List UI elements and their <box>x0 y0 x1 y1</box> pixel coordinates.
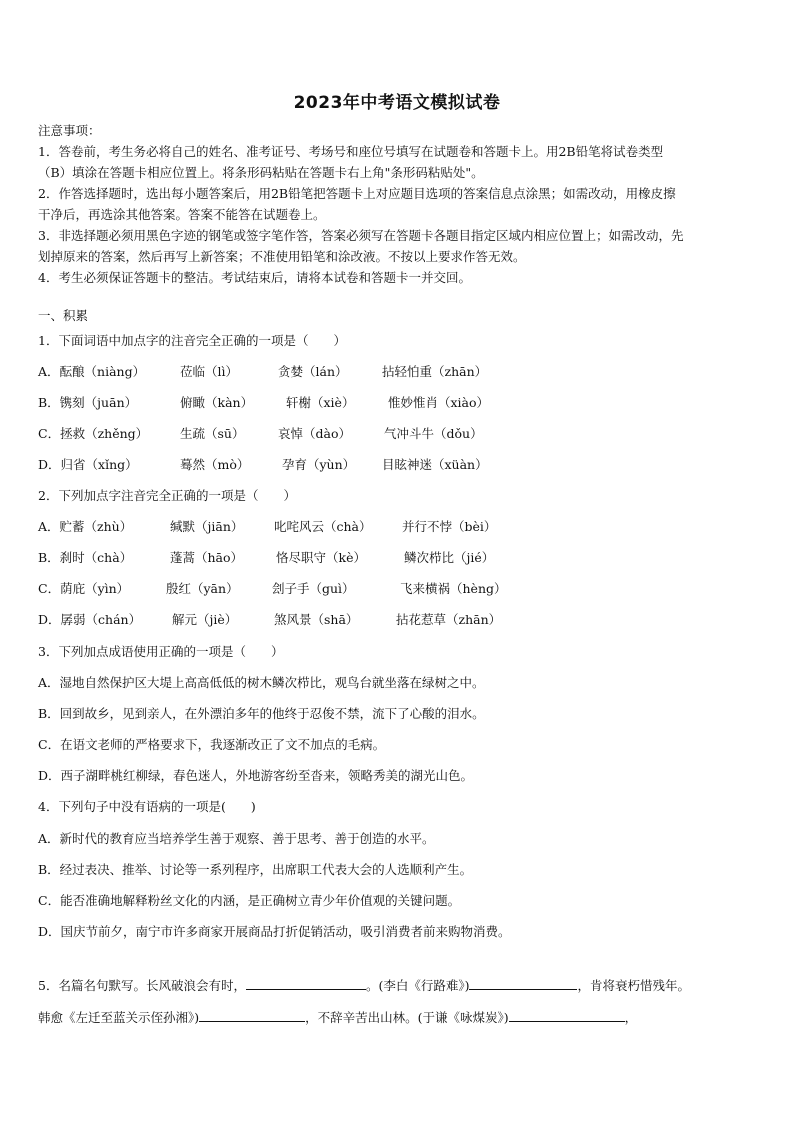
option-word: 恪尽职守（kè） <box>276 550 366 565</box>
option-a: A．贮蓄（zhù） <box>38 519 133 534</box>
option-word: 目眩神迷（xüàn） <box>382 457 488 472</box>
option-word: 殷红（yān） <box>166 581 239 596</box>
option-word: 莅临（lì） <box>180 364 238 379</box>
option-b: B．镌刻（juān） <box>38 395 138 410</box>
option-word: 蓬蒿（hāo） <box>170 550 244 565</box>
option-a: A．湿地自然保护区大堤上高高低低的树木鳞次栉比，观鸟台就坐落在绿树之中。 <box>38 675 485 690</box>
option-word: 贪婪（lán） <box>278 364 348 379</box>
q5-text: 5．名篇名句默写。长风破浪会有时， <box>38 978 246 993</box>
notice-heading: 注意事项： <box>38 123 101 138</box>
question-5-line-1 <box>38 975 690 996</box>
option-word: 气冲斗牛（dǒu） <box>384 426 483 441</box>
option-word: 叱咤风云（chà） <box>274 519 372 534</box>
q5-text: 。(李白《行路难》) <box>365 978 470 993</box>
option-word: 拈花惹草（zhān） <box>396 612 502 627</box>
question-stem: 4．下列句子中没有语病的一项是( ) <box>38 799 256 814</box>
question-stem: 3．下列加点成语使用正确的一项是（ ） <box>38 644 284 659</box>
option-b: B．经过表决、推举、讨论等一系列程序，出席职工代表大会的人选顺利产生。 <box>38 862 473 877</box>
option-c: C．拯救（zhěng） <box>38 426 149 441</box>
option-c: C．荫庇（yìn） <box>38 581 130 596</box>
answer-blank[interactable] <box>469 975 577 990</box>
q5-text: ，不辞辛苦出山林。(于谦《咏煤炭》) <box>305 1010 509 1025</box>
option-b: B．刹时（chà） <box>38 550 133 565</box>
notice-line: （B）填涂在答题卡相应位置上。将条形码粘贴在答题卡右上角"条形码粘贴处"。 <box>38 165 484 180</box>
option-word: 解元（jiè） <box>172 612 238 627</box>
q5-text: ， <box>624 1010 638 1025</box>
option-d: D．国庆节前夕，南宁市许多商家开展商品打折促销活动，吸引消费者前来购物消费。 <box>38 924 511 939</box>
option-c: C．在语文老师的严格要求下，我逐渐改正了文不加点的毛病。 <box>38 737 386 752</box>
option-word: 生疏（sū） <box>180 426 245 441</box>
option-word: 惟妙惟肖（xiào） <box>388 395 490 410</box>
option-word: 并行不悖（bèi） <box>402 519 497 534</box>
option-a: A．酝酿（niàng） <box>38 364 146 379</box>
answer-blank[interactable] <box>246 975 366 990</box>
notice-line: 1．答卷前，考生务必将自己的姓名、准考证号、考场号和座位号填写在试题卷和答题卡上。用2B铅笔将试卷类型 <box>38 144 664 159</box>
notice-line: 划掉原来的答案，然后再写上新答案；不准使用铅笔和涂改液。不按以上要求作答无效。 <box>38 249 526 264</box>
option-word: 俯瞰（kàn） <box>180 395 254 410</box>
question-stem: 1．下面词语中加点字的注音完全正确的一项是（ ） <box>38 333 346 348</box>
option-word: 鳞次栉比（jié） <box>404 550 495 565</box>
option-b: B．回到故乡，见到亲人，在外漂泊多年的他终于忍俊不禁，流下了心酸的泪水。 <box>38 706 485 721</box>
notice-line: 干净后，再选涂其他答案。答案不能答在试题卷上。 <box>38 207 326 222</box>
option-word: 蓦然（mò） <box>180 457 250 472</box>
section-heading: 一、积累 <box>38 308 89 323</box>
q5-text: ，肯将衰朽惜残年。 <box>577 978 690 993</box>
option-a: A．新时代的教育应当培养学生善于观察、善于思考、善于创造的水平。 <box>38 831 435 846</box>
answer-blank[interactable] <box>199 1007 305 1022</box>
option-word: 煞风景（shā） <box>274 612 359 627</box>
q5-text: 韩愈《左迁至蓝关示侄孙湘》) <box>38 1010 200 1025</box>
question-stem: 2．下列加点字注音完全正确的一项是（ ） <box>38 488 296 503</box>
option-word: 缄默（jiān） <box>170 519 244 534</box>
notice-block <box>38 120 760 288</box>
option-word: 轩榭（xiè） <box>286 395 355 410</box>
option-d: D．归省（xǐng） <box>38 457 138 472</box>
option-d: D．西子湖畔桃红柳绿，春色迷人，外地游客纷至沓来，领略秀美的湖光山色。 <box>38 768 474 783</box>
option-word: 飞来横祸（hèng） <box>400 581 507 596</box>
option-word: 刽子手（guì） <box>272 581 355 596</box>
notice-line: 3．非选择题必须用黑色字迹的钢笔或签字笔作答，答案必须写在答题卡各题目指定区域内相应位置上；如需改动，先 <box>38 228 684 243</box>
option-word: 哀悼（dào） <box>278 426 351 441</box>
notice-line: 2．作答选择题时，选出每小题答案后，用2B铅笔把答题卡上对应题目选项的答案信息点涂黑；如需改动，用橡皮擦 <box>38 186 676 201</box>
option-c: C．能否准确地解释粉丝文化的内涵，是正确树立青少年价值观的关键问题。 <box>38 893 461 908</box>
page-title: 2023年中考语文模拟试卷 <box>293 93 501 113</box>
answer-blank[interactable] <box>509 1007 625 1022</box>
option-d: D．孱弱（chán） <box>38 612 142 627</box>
option-word: 拈轻怕重（zhān） <box>382 364 488 379</box>
option-word: 孕育（yùn） <box>282 457 356 472</box>
question-5-line-2 <box>38 1007 637 1028</box>
notice-line: 4．考生必须保证答题卡的整洁。考试结束后，请将本试卷和答题卡一并交回。 <box>38 270 471 285</box>
